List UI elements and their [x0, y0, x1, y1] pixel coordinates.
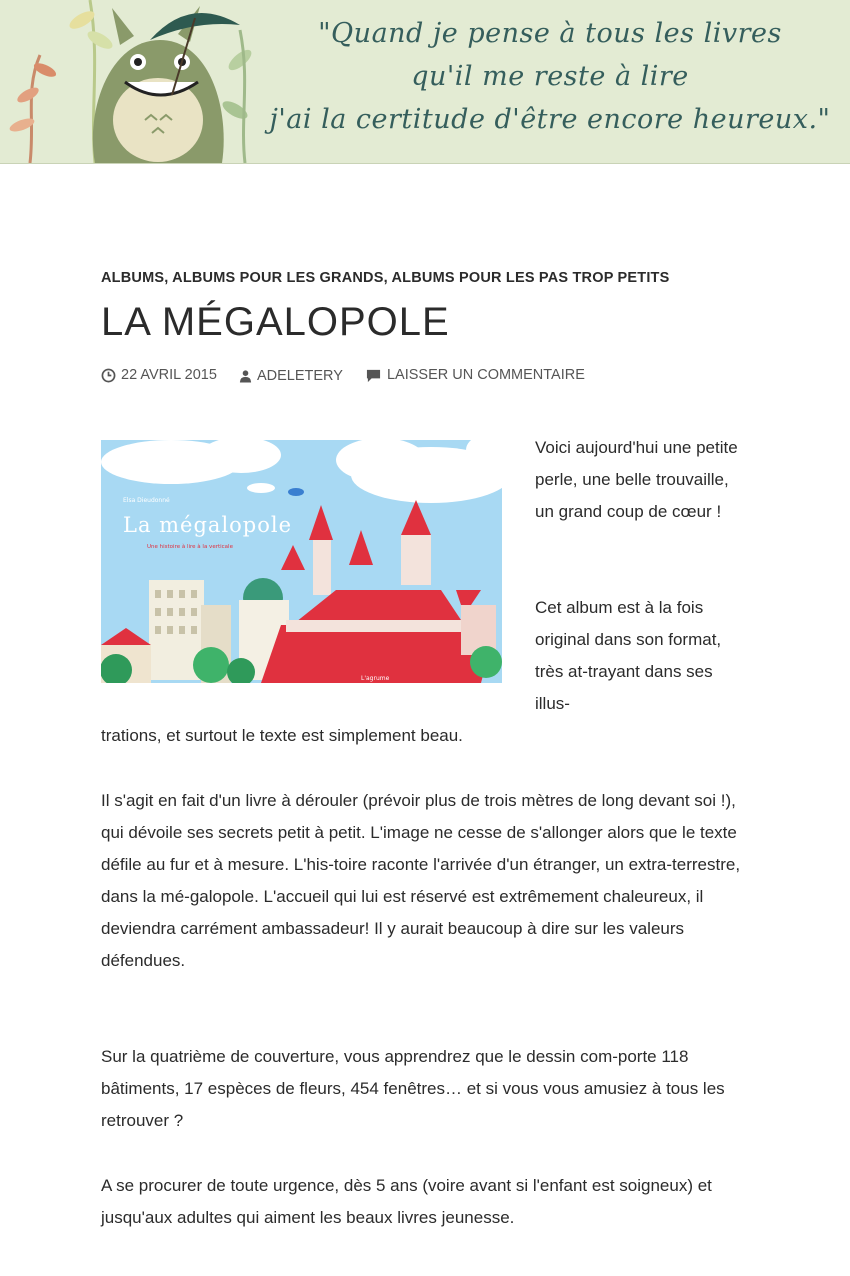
paragraph-5: A se procurer de toute urgence, dès 5 ans (voire avant si l'enfant est soigneux) et jusqu'aux adultes qui aiment les beaux livres jeunesse.: [101, 1176, 712, 1227]
post-title: LA MÉGALOPOLE: [101, 300, 450, 344]
quote-line-2: qu'il me reste à lire: [411, 61, 689, 92]
post-meta: [101, 367, 603, 387]
post-author-label: ADELETERY: [256, 367, 343, 384]
cover-publisher: L'agrume: [361, 675, 390, 682]
cover-subtitle: Une histoire à lire à la verticale: [147, 544, 233, 550]
post-date-label: 22 AVRIL 2015: [121, 367, 217, 383]
post-categories: ALBUMS, ALBUMS POUR LES GRANDS, ALBUMS POUR LES PAS TROP PETITS: [101, 270, 670, 286]
paragraph-2-start: Cet album est à la fois original dans son format, très at-trayant dans ses illus-: [535, 598, 722, 713]
post-comments-label: LAISSER UN COMMENTAIRE: [386, 367, 585, 383]
post-comments-link[interactable]: [365, 367, 585, 383]
paragraph-4: Sur la quatrième de couverture, vous apprendrez que le dessin com-porte 118 bâtiments, 17 espèces de fleurs, 454 fenêtres… et si vous vous amusiez à tous les retrouver ?: [101, 1047, 725, 1130]
comment-icon: [365, 368, 382, 383]
quote-line-1: "Quand je pense à tous les livres: [318, 18, 782, 49]
category-link-albums-petits[interactable]: ALBUMS POUR LES PAS TROP PETITS: [391, 270, 670, 286]
category-link-albums[interactable]: ALBUMS: [101, 270, 165, 286]
post-author[interactable]: [239, 368, 343, 384]
paragraph-3: Il s'agit en fait d'un livre à dérouler (prévoir plus de trois mètres de long devant soi !), qui dévoile ses secrets petit à petit. L'image ne cesse de s'allonger alors que le texte défile au fur et à mesure. L'his-toire raconte l'arrivée d'un étranger, un extra-terrestre, dans la mé-galopole. L'accueil qui lui est réservé est extrêmement chaleureux, il deviendra carrément ambassadeur! Il y aurait beaucoup à dire sur les valeurs défendues.: [101, 791, 741, 970]
category-link-albums-grands[interactable]: ALBUMS POUR LES GRANDS: [172, 270, 384, 286]
intro-paragraph: Voici aujourd'hui une petite perle, une belle trouvaille, un grand coup de cœur !: [535, 438, 738, 521]
clock-icon: [101, 368, 116, 383]
book-cover-image: [101, 440, 502, 683]
cover-title: La mégalopole: [123, 513, 293, 537]
cover-author: Elsa Dieudonné: [123, 497, 170, 504]
totoro-illustration: [0, 0, 260, 163]
quote-line-3: j'ai la certitude d'être encore heureux.": [269, 104, 831, 135]
user-icon: [239, 369, 252, 383]
post-date[interactable]: [101, 367, 217, 383]
paragraph-2-end: trations, et surtout le texte est simplement beau.: [101, 726, 463, 745]
banner-quote: [250, 12, 850, 141]
header-banner: [0, 0, 850, 164]
